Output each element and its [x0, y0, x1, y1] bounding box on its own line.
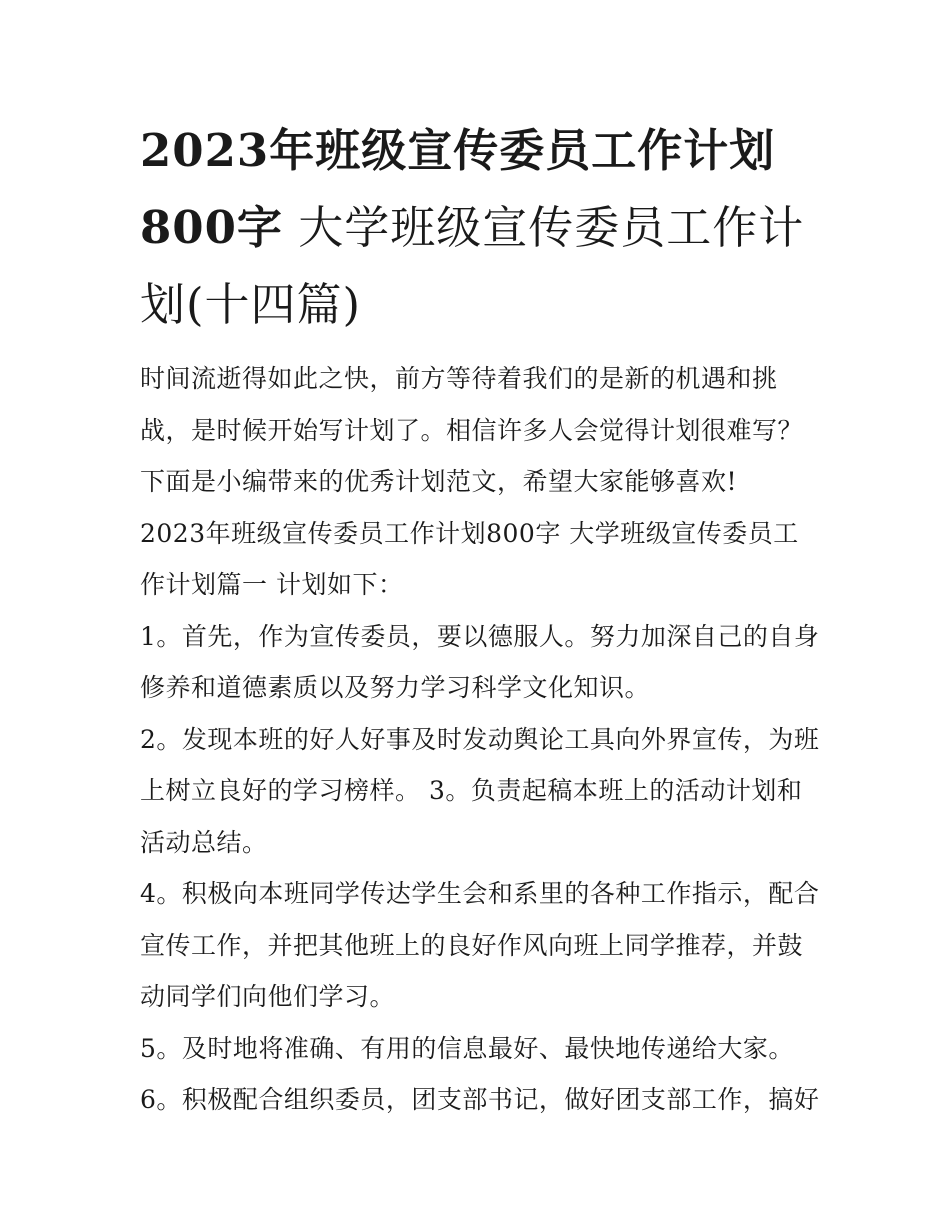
- document-page: [140, 112, 820, 1126]
- plan-item-2-3: 2。发现本班的好人好事及时发动舆论工具向外界宣传，为班上树立良好的学习榜样。 3。负责起稿本班上的活动计划和活动总结。: [140, 724, 820, 857]
- title-spacer: [140, 343, 820, 353]
- plan-item-1: 1。首先，作为宣传委员，要以德服人。努力加深自己的自身修养和道德素质以及努力学习科学文化知识。: [140, 621, 820, 702]
- plan-item-5: 5。及时地将准确、有用的信息最好、最快地传递给大家。: [140, 1033, 794, 1063]
- plan-item-4: 4。积极向本班同学传达学生会和系里的各种工作指示，配合宣传工作，并把其他班上的良好作风向班上同学推荐，并鼓动同学们向他们学习。: [140, 879, 820, 1011]
- plan-item-6: 6。积极配合组织委员，团支部书记，做好团支部工作，搞好: [140, 1085, 820, 1114]
- title-regular-part: 大学班级宣传委员工作计划(十四篇): [140, 201, 805, 331]
- title-bold-part: 2023年班级宣传委员工作计划800字: [140, 124, 776, 254]
- section-heading-paragraph: 2023年班级宣传委员工作计划800字 大学班级宣传委员工作计划篇一 计划如下：: [140, 518, 799, 599]
- document-title: [140, 112, 820, 343]
- intro-paragraph: 时间流逝得如此之快，前方等待着我们的是新的机遇和挑战，是时候开始写计划了。相信许多人会觉得计划很难写？下面是小编带来的优秀计划范文，希望大家能够喜欢!: [140, 364, 804, 496]
